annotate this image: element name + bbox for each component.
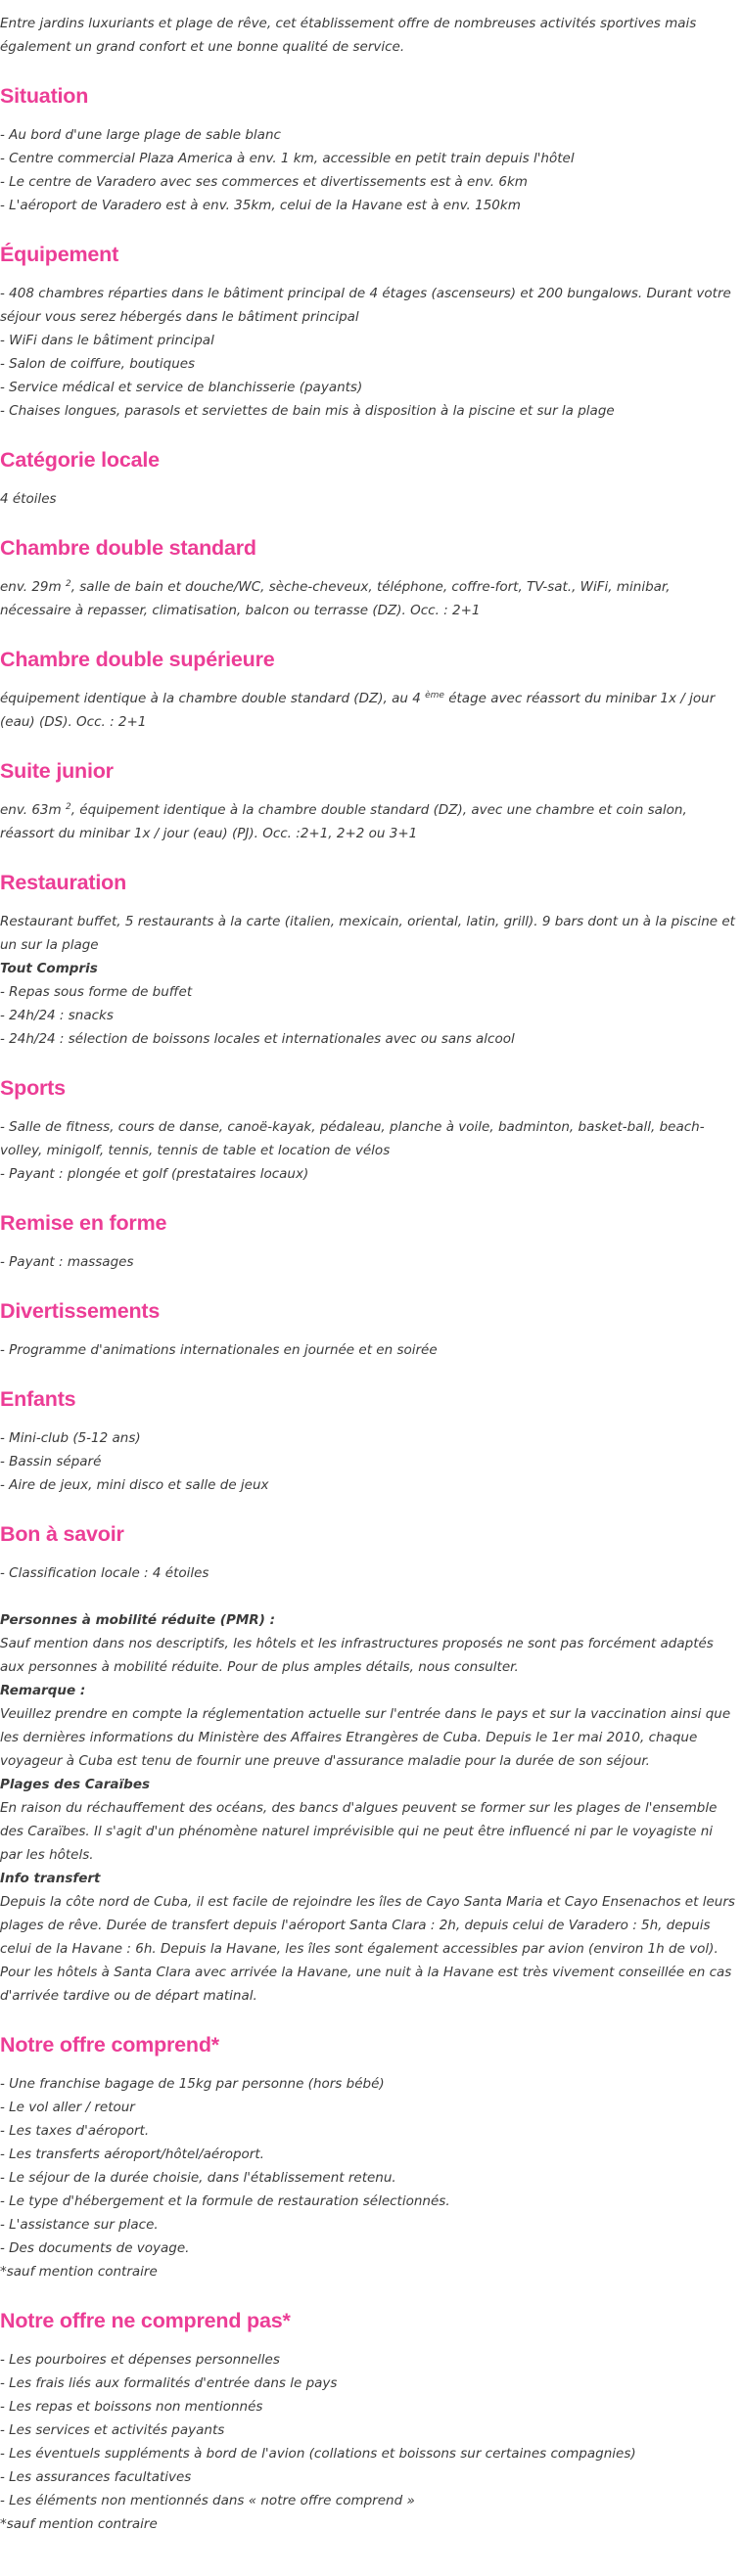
list-item: - Repas sous forme de buffet: [0, 984, 193, 1000]
list-item: - Les assurances facultatives: [0, 2469, 192, 2485]
suite-junior-sup: 2: [65, 802, 71, 812]
section-title-restauration: Restauration: [0, 871, 127, 894]
list-item: - Salon de coiffure, boutiques: [0, 356, 196, 372]
equipement-list: [0, 282, 738, 423]
section-title-chambre-superieure: Chambre double supérieure: [0, 648, 275, 671]
chambre-superieure-text-post: étage avec réassort du minibar 1x / jour (eau) (DS). Occ. : 2+1: [0, 691, 716, 730]
pmr-text: Sauf mention dans nos descriptifs, les hôtels et les infrastructures proposés ne sont pas forcément adaptés aux personnes à mobilité réduite. Pour de plus amples détails, nous consulter.: [0, 1636, 714, 1675]
list-item: - Au bord d'une large plage de sable blanc: [0, 127, 281, 143]
list-item: - Salle de fitness, cours de danse, canoë-kayak, pédaleau, planche à voile, badminton, basket-ball, beach-volley, minigolf, tennis, tennis de table et location de vélos: [0, 1119, 705, 1158]
list-item: - Les frais liés aux formalités d'entrée dans le pays: [0, 2375, 338, 2391]
list-item: - Le type d'hébergement et la formule de restauration sélectionnés.: [0, 2193, 450, 2209]
list-item: - Payant : plongée et golf (prestataires locaux): [0, 1166, 309, 1182]
list-item: - Une franchise bagage de 15kg par personne (hors bébé): [0, 2076, 385, 2092]
section-offre-comprend: [0, 2031, 738, 2283]
section-sports: [0, 1074, 738, 1186]
list-item: - L'aéroport de Varadero est à env. 35km, celui de la Havane est à env. 150km: [0, 198, 521, 213]
intro-text: Entre jardins luxuriants et plage de rêve, cet établissement offre de nombreuses activités sportives mais également un grand confort et une bonne qualité de service.: [0, 16, 697, 55]
list-item: - Le séjour de la durée choisie, dans l'établissement retenu.: [0, 2170, 396, 2186]
offre-ne-comprend-pas-note: *sauf mention contraire: [0, 2516, 158, 2532]
enfants-list: [0, 1426, 738, 1497]
section-bon-a-savoir: [0, 1520, 738, 2008]
section-title-situation: Situation: [0, 84, 89, 108]
sports-list: [0, 1115, 738, 1186]
remarque-text: Veuillez prendre en compte la réglementation actuelle sur l'entrée dans le pays et sur la vaccination ainsi que les dernières informations du Ministère des Affaires Etrangères de Cuba. Depuis le 1er mai 2010, chaque voyageur à Cuba est tenu de fournir une preuve d'assurance maladie pour la durée de son séjour.: [0, 1706, 731, 1769]
list-item: - Service médical et service de blanchisserie (payants): [0, 380, 363, 395]
classification-text: - Classification locale : 4 étoiles: [0, 1565, 209, 1581]
transfert-text-2: Pour les hôtels à Santa Clara avec arrivée la Havane, une nuit à la Havane est très vivement conseillée en cas d'arrivée tardive ou de départ matinal.: [0, 1965, 732, 2004]
section-remise-en-forme: [0, 1209, 738, 1274]
section-title-remise-en-forme: Remise en forme: [0, 1211, 167, 1235]
section-chambre-superieure: [0, 646, 738, 734]
list-item: - Les transferts aéroport/hôtel/aéroport.: [0, 2147, 264, 2162]
chambre-standard-text-post: , salle de bain et douche/WC, sèche-cheveux, téléphone, coffre-fort, TV-sat., WiFi, minibar, nécessaire à repasser, climatisation, balcon ou terrasse (DZ). Occ. : 2+1: [0, 579, 671, 618]
list-item: - 408 chambres réparties dans le bâtiment principal de 4 étages (ascenseurs) et 200 bungalows. Durant votre séjour vous serez hébergés dans le bâtiment principal: [0, 286, 731, 325]
section-title-categorie: Catégorie locale: [0, 448, 160, 472]
suite-junior-text-post: , équipement identique à la chambre double standard (DZ), avec une chambre et coin salon, réassort du minibar 1x / jour (eau) (PJ). Occ. :2+1, 2+2 ou 3+1: [0, 802, 687, 841]
list-item: - Mini-club (5-12 ans): [0, 1430, 141, 1446]
section-equipement: [0, 241, 738, 423]
section-enfants: [0, 1385, 738, 1497]
section-offre-ne-comprend-pas: [0, 2307, 738, 2536]
restauration-subtitle: Tout Compris: [0, 961, 98, 976]
restauration-list: [0, 980, 738, 1051]
section-title-bon-a-savoir: Bon à savoir: [0, 1522, 124, 1546]
section-title-sports: Sports: [0, 1076, 66, 1100]
section-title-offre-ne-comprend-pas: Notre offre ne comprend pas*: [0, 2309, 291, 2332]
offre-comprend-note: *sauf mention contraire: [0, 2264, 158, 2280]
list-item: - Les repas et boissons non mentionnés: [0, 2399, 263, 2415]
list-item: - Le centre de Varadero avec ses commerces et divertissements est à env. 6km: [0, 174, 528, 190]
section-suite-junior: [0, 757, 738, 845]
remise-list: [0, 1250, 738, 1274]
suite-junior-text-pre: env. 63m: [0, 802, 66, 818]
section-chambre-standard: [0, 534, 738, 622]
categorie-text: 4 étoiles: [0, 491, 57, 507]
list-item: - 24h/24 : sélection de boissons locales et internationales avec ou sans alcool: [0, 1031, 515, 1047]
list-item: - 24h/24 : snacks: [0, 1008, 114, 1023]
list-item: - Les éventuels suppléments à bord de l'avion (collations et boissons sur certaines compagnies): [0, 2446, 636, 2462]
section-categorie: [0, 446, 738, 511]
section-restauration: [0, 869, 738, 1051]
list-item: - Les services et activités payants: [0, 2422, 225, 2438]
transfert-text: Depuis la côte nord de Cuba, il est facile de rejoindre les îles de Cayo Santa Maria et Cayo Ensenachos et leurs plages de rêve. Durée de transfert depuis l'aéroport Santa Clara : 2h, depuis celui de Varadero : 5h, depuis celui de la Havane : 6h. Depuis la Havane, les îles sont également accessibles par avion (environ 1h de vol).: [0, 1894, 735, 1957]
list-item: - Aire de jeux, mini disco et salle de jeux: [0, 1477, 269, 1493]
section-title-divertissements: Divertissements: [0, 1299, 161, 1323]
situation-list: [0, 123, 738, 217]
pmr-title: Personnes à mobilité réduite (PMR) :: [0, 1612, 275, 1628]
list-item: - Chaises longues, parasols et serviettes de bain mis à disposition à la piscine et sur la plage: [0, 403, 615, 419]
list-item: - Les taxes d'aéroport.: [0, 2123, 150, 2139]
list-item: - Les pourboires et dépenses personnelles: [0, 2352, 280, 2368]
restauration-text: Restaurant buffet, 5 restaurants à la carte (italien, mexicain, oriental, latin, grill). 9 bars dont un à la piscine et un sur la plage: [0, 914, 735, 953]
spacer: [0, 1585, 738, 1608]
section-title-enfants: Enfants: [0, 1387, 76, 1411]
section-title-chambre-standard: Chambre double standard: [0, 536, 256, 560]
section-situation: [0, 82, 738, 217]
remarque-title: Remarque :: [0, 1683, 86, 1698]
transfert-title: Info transfert: [0, 1871, 101, 1886]
offre-comprend-list: [0, 2072, 738, 2260]
list-item: - Centre commercial Plaza America à env. 1 km, accessible en petit train depuis l'hôtel: [0, 151, 575, 166]
plages-title: Plages des Caraïbes: [0, 1777, 151, 1792]
list-item: - Les éléments non mentionnés dans « notre offre comprend »: [0, 2493, 415, 2508]
offre-ne-comprend-pas-list: [0, 2348, 738, 2512]
chambre-superieure-text-pre: équipement identique à la chambre double standard (DZ), au 4: [0, 691, 426, 706]
list-item: - Le vol aller / retour: [0, 2100, 135, 2115]
divertissements-list: [0, 1338, 738, 1362]
chambre-standard-text-pre: env. 29m: [0, 579, 66, 595]
section-title-equipement: Équipement: [0, 243, 119, 266]
list-item: - Programme d'animations internationales en journée et en soirée: [0, 1342, 438, 1358]
suite-junior-text: [0, 798, 738, 845]
section-title-suite-junior: Suite junior: [0, 759, 114, 783]
list-item: - L'assistance sur place.: [0, 2217, 159, 2233]
list-item: - Des documents de voyage.: [0, 2240, 190, 2256]
list-item: - Payant : massages: [0, 1254, 134, 1270]
chambre-superieure-sup: ème: [425, 691, 444, 700]
chambre-superieure-text: [0, 687, 738, 734]
list-item: - Bassin séparé: [0, 1454, 102, 1469]
chambre-standard-text: [0, 575, 738, 622]
plages-text: En raison du réchauffement des océans, des bancs d'algues peuvent se former sur les plages de l'ensemble des Caraïbes. Il s'agit d'un phénomène naturel imprévisible qui ne peut être influencé ni par le voyagiste ni par les hôtels.: [0, 1800, 718, 1863]
chambre-standard-sup: 2: [65, 579, 71, 589]
list-item: - WiFi dans le bâtiment principal: [0, 333, 214, 348]
section-divertissements: [0, 1297, 738, 1362]
section-title-offre-comprend: Notre offre comprend*: [0, 2033, 219, 2056]
